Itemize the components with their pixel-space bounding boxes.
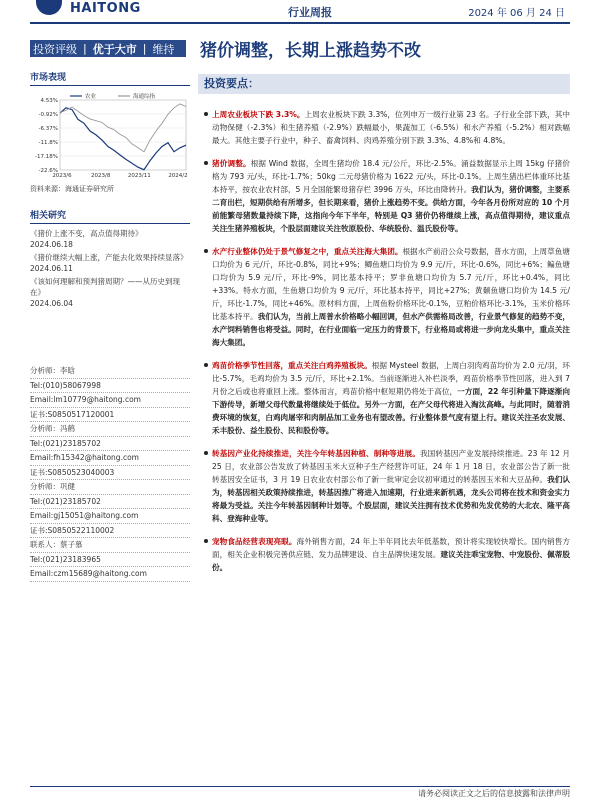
analyst-name: 分析师：巩健 (30, 480, 190, 495)
paragraph-lead: 鸡苗价格季节性回落，重点关注白鸡养殖板块。 (212, 361, 372, 370)
page-title: 猪价调整，长期上涨趋势不改 (200, 41, 421, 61)
legend-label: 农业 (85, 94, 97, 100)
paragraph-emphasis: 我们认为，猪价调整，主要系二育出栏，短期供给有所增多，但长期来看，猪价上涨趋势不变。供给方面，今年各月份所对应的 10 个月前能繁母猪数量持续下降，这指向今年下半年，特别是 Q3 猪价仍将继续上涨，高点值得期待，建议重点关注生猪养殖板块，个股层面建议关注牧原股份、华统股份、温氏股份等。 (212, 185, 570, 233)
chart-frame (60, 100, 186, 170)
analyst-cert: 证书:S0850517120001 (30, 408, 190, 423)
paragraph-emphasis: 我们认为，转基因相关政策持续推进，转基因推广将进入加速期，行业进来新机遇，龙头公司将在技术和资金实力将最为受益。关注今年转基因制种计划等。个股层面，建议关注拥有技术优势和先发优势的大北农、隆平高科、登海种业等。 (212, 475, 570, 523)
analyst-tel: Tel:(010)58067998 (30, 379, 190, 394)
paragraph-lead: 上周农业板块下跌 3.3%。 (212, 110, 305, 119)
chart-ytick-label: -17.18% (35, 154, 58, 160)
rating-status: 维持 (152, 42, 175, 56)
key-points-heading: 投资要点： (198, 74, 570, 94)
paragraph-body: 上周农业板块下跌 3.3%，位列申万一级行业第 23 名。子行业全部下跌，其中动物保健（-2.3%）和生猪养殖（-2.9%）跌幅最小，果蔬加工（-6.5%）和水产养殖（-5.2%）相对跌幅最大。其他主要子行业中，种子、畜禽饲料、肉鸡养殖分别下跌 3.3%、4.8%和 4.8%。 (212, 110, 570, 145)
market-chart (30, 90, 190, 182)
key-point-paragraph (198, 359, 570, 437)
paragraph-body: 根据 Mysteel 数据，上周白羽肉鸡苗均价为 2.0 元/羽，环比-5.7%，毛鸡均价为 3.5 元/斤，环比+2.1%。当前逐渐进入补栏淡季，鸡苗价格季节性回落，进入到 7 月份之后或也将重回上涨。整体而言，鸡苗价格中枢短期仍将处于高位， (212, 361, 570, 396)
bullet-icon (204, 161, 208, 165)
chart-ytick-label: 4.53% (40, 98, 58, 104)
analyst-email[interactable]: Email:fh15342@haitong.com (30, 451, 190, 466)
chart-ytick-label: -11.8% (38, 140, 58, 146)
analyst-tel: Tel:(021)23185702 (30, 495, 190, 510)
paragraph-emphasis: 一方面，22 年引种量下降逐渐向下游传导，新增父母代数量将继续处于低位。另外一方面，在产父母代将进入淘汰高峰。与此同时，随着消费环境的恢复，白鸡肉屠宰和肉制品加工业务也有望改善。行业整体景气度有望上行。建议关注圣农发展、禾丰股份、益生股份、民和股份等。 (212, 387, 571, 435)
analyst-email[interactable]: Email:gj15051@haitong.com (30, 509, 190, 524)
analyst-name: 分析师：李晗 (30, 364, 190, 379)
related-item-title[interactable]: 《该如何理解和预判猪周期？——从历史到现在》 (30, 277, 180, 297)
bullet-icon (204, 112, 208, 116)
key-point-paragraph (198, 245, 570, 349)
chart-ytick-label: -0.92% (38, 112, 58, 118)
key-point-paragraph (198, 157, 570, 235)
paragraph-emphasis: 我们认为，当前上周普水价格略小幅回调，但水产供需格局改善，行业景气修复的趋势不变，水产饲料销售也将受益。同时，在行业面临一定压力的背景下，行业格局或将进一步向龙头集中，重点关注海大集团。 (212, 312, 571, 347)
paragraph-lead: 水产行业整体仍处于景气修复之中，重点关注海大集团。 (212, 247, 403, 256)
related-item-date: 2024.06.11 (30, 264, 73, 273)
key-point-paragraph (198, 447, 570, 525)
bullet-icon (204, 451, 208, 455)
rating-label: 投资评级 (33, 42, 77, 56)
related-item[interactable] (30, 276, 190, 309)
paragraph-body: 海外销售方面，24 年上半年同比去年低基数，预计将实现较快增长。国内销售方面，相关企业积极完善供应链、发力品牌建设、自主品牌快速发展。 (212, 537, 570, 559)
bullet-icon (204, 249, 208, 253)
footer-divider (30, 786, 570, 787)
analyst-list (30, 364, 190, 582)
chart-xtick-label: 2023/8 (90, 173, 111, 179)
sidebar (30, 60, 190, 311)
contact-tel: Tel:(021)23183965 (30, 553, 190, 568)
analyst-name: 分析师：冯鹤 (30, 422, 190, 437)
rating-box: 投资评级 | 优于大市 | 维持 (30, 40, 186, 57)
market-section-title: 市场表现 (30, 70, 190, 86)
paragraph-lead: 猪价调整。 (212, 159, 251, 168)
paragraph-lead: 宠物食品经营表现亮眼。 (212, 537, 297, 546)
paragraph-body: 我国转基因产业发展持续推进。23 年 12 月 25 日，农业部公告发放了转基因玉米大豆种子生产经营许可证，24 年 1 月 18 日，农业部公告了新一批转基因安全证书，3 月 19 日农业农村部公布了新一批审定会议初审通过的转基因玉米和大豆品种。 (212, 449, 570, 484)
analyst-cert: 证书:S0850523040003 (30, 466, 190, 481)
chart-xtick-label: 2023/6 (52, 173, 72, 179)
chart-ytick-label: -6.37% (38, 126, 58, 132)
related-item-date: 2024.06.04 (30, 299, 73, 308)
analyst-email[interactable]: Email:lm10779@haitong.com (30, 393, 190, 408)
rating-value: 优于大市 (92, 42, 137, 56)
chart-xtick-label: 2024/2 (168, 173, 188, 179)
related-item-title[interactable]: 《猪价继续大幅上涨，产能去化效果持续显落》 (30, 253, 188, 262)
contact-email[interactable]: Email:czm15689@haitong.com (30, 567, 190, 582)
haitong-logo-icon (36, 0, 62, 15)
related-research (30, 208, 190, 309)
bullet-icon (204, 539, 208, 543)
related-item-date: 2024.06.18 (30, 240, 73, 249)
report-header (0, 0, 600, 22)
key-point-paragraph (198, 535, 570, 574)
paragraph-lead: 转基因产业化持续推进，关注今年转基因种植、制种等进展。 (212, 449, 420, 458)
chart-xtick-label: 2023/11 (127, 173, 151, 179)
paragraph-body: 根据 Wind 数据，全周生猪均价 18.4 元/公斤，环比-2.5%。涌益数据显示上周 15kg 仔猪价格为 793 元/头，环比-1.7%；50kg 二元母猪价格为 1622 元/头，环比-0.1%。上周生猪出栏体重环比基本持平，按农业农村部，5 月全国能繁母猪存栏 3996 万头，环比由降转升。 (212, 159, 570, 194)
footer-disclaimer[interactable]: 请务必阅读正文之后的信息披露和法律声明 (418, 789, 570, 798)
related-item[interactable] (30, 228, 190, 250)
key-point-paragraph (198, 108, 570, 147)
analyst-tel: Tel:(021)23185702 (30, 437, 190, 452)
report-type: 行业周报 (288, 6, 332, 19)
header-divider (30, 22, 570, 24)
chart-series-line (60, 108, 186, 170)
related-item-title[interactable]: 《猪价上涨不变，高点值得期待》 (30, 229, 143, 238)
related-item[interactable] (30, 252, 190, 274)
bullet-icon (204, 363, 208, 367)
paragraph-emphasis: 建议关注乖宝宠物、中宠股份、佩蒂股份。 (212, 550, 571, 572)
paragraph-body: 根据水产前沿公众号数据，普水方面，上周草鱼塘口均价为 6 元/斤，环比-0.8%，同比+9%；鲫鱼塘口均价为 9.9 元/斤，环比-0.6%，同比+6%；鳊鱼塘口均价为 5.9 元/斤，环比-9%，同比基本持平；罗非鱼塘口均价为 5.7 元/斤，环比+0.4%，同比+33%。特水方面，生鱼塘口均价为 9 元/斤，环比基本持平，同比+27%；黄颡鱼塘口均价为 14.5 元/斤，环比-1.7%，同比+46%。原材料方面，上周鱼粉价格环比-0.1%，豆粕价格环比-3.1%，玉米价格环比基本持平。 (212, 247, 570, 321)
related-section-title: 相关研究 (30, 208, 190, 224)
report-date: 2024 年 06 月 24 日 (468, 8, 565, 19)
analyst-cert: 证书:S0850522110002 (30, 524, 190, 539)
legend-label: 海通综指 (133, 94, 156, 100)
brand-name: HAITONG (70, 1, 141, 16)
key-points (198, 74, 570, 574)
contact-name: 联系人：蔡子慕 (30, 538, 190, 553)
chart-ytick-label: -22.6% (38, 168, 58, 174)
chart-source: 资料来源：海通证券研究所 (30, 185, 114, 193)
market-chart-svg (30, 90, 190, 182)
